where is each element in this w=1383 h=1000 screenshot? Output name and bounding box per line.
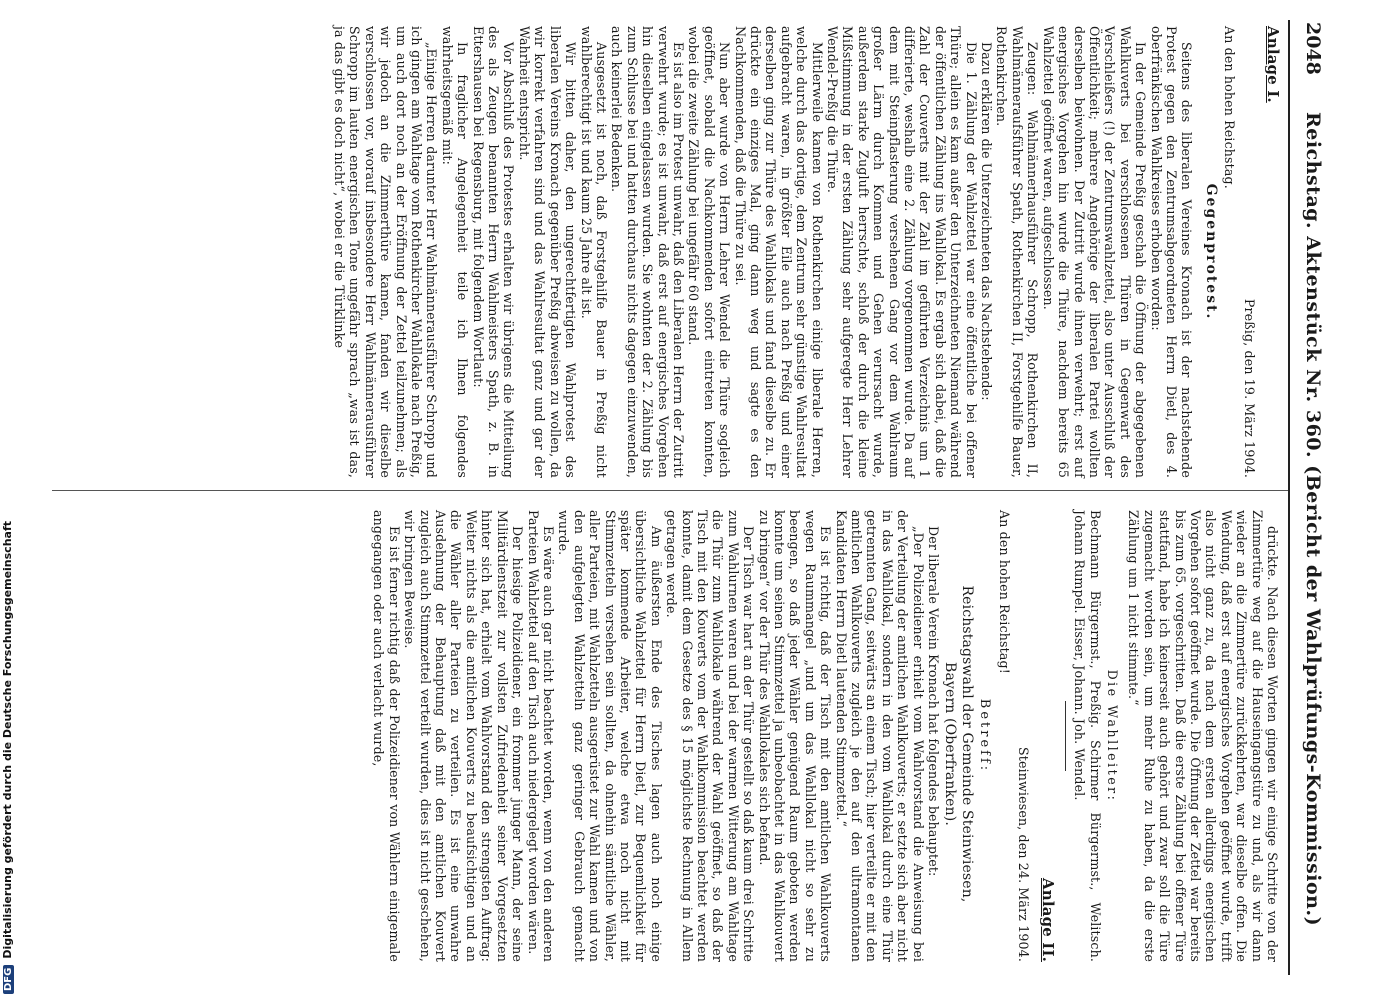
paragraph: Die 1. Zählung der Wahlzettel war eine öffentliche bei offener Thüre; allein es kam außer den Unterzeichneten Niemand während der öffentlichen Zählung ins Wahllokal. Es ergab sich dabei, daß die Zahl der Couverts mit der Zahl im geführten Verzeichnis um 1 differierte, weshalb eine 2. Zählung vorgenommen wurde. Da auf dem mit Steinpflasterung versehenen Gang vor dem Wahlraum großer Lärm durch Kommen und Gehen verursacht wurde, außerdem starke Zugluft herrschte, schloß der durch die kleine Mißstimmung in der ersten Zählung sehr aufgeregte Herr Lehrer Wendel-Preßig die Thüre. xyxy=(825,26,979,478)
gegenprotest-heading: Gegenprotest. xyxy=(1202,183,1219,321)
right-date: Steinwiesen, den 24. März 1904. xyxy=(1016,747,1032,962)
paragraph: drückte. Nach diesen Worten gingen wir einige Schritte von der Zimmertüre weg auf die Hauseingangstüre zu und, als wir dann wieder an die Zimmertüre zurückkehrten, war dieselbe offen. Die Wendung, daß erst auf energisches Vorgehen geöffnet wurde, trifft also nicht ganz zu, da nach dem ersten allerdings energischen Vorgehen sofort geöffnet wurde. Die Öffnung der Zettel war bereits bis zum 65. vorgeschritten. Daß die erste Zählung bei offener Türe stattfand, habe ich keinerseit auch gehört und zwar soll die Türe zugemacht worden sein, um mehr Ruhe zu haben, da die erste Zählung um 1 nicht stimmte.“ xyxy=(1126,510,1280,962)
paragraph: Ausgesetzt ist noch, daß Forstgehilfe Bauer in Preßig nicht wahlberechtigt ist und kaum 25 Jahre alt ist. xyxy=(578,26,609,478)
paragraph: Vor Abschluß des Protestes erhalten wir übrigens die Mitteilung des als Zeugen benannten Herrn Wahlmeisters Spath, z. B. in Ettershausen bei Regensburg, mit folgendem Wortlaut: xyxy=(470,26,517,478)
paragraph: Dazu erklären die Unterzeichneten das Nachstehende: xyxy=(979,42,995,401)
column-divider xyxy=(52,490,1288,491)
subject-line-2: Bayern (Oberfranken). xyxy=(942,662,959,826)
dfg-logo-icon: DFG xyxy=(3,965,14,994)
paragraph: Wir bitten daher, den ungerechtfertigten Wahlprotest des liberalen Vereins Kronach gegenüber Preßig abweisen zu wollen, da wir korrekt verfahren sind und das Wahlresultat ganz und gar der Wahrheit entspricht. xyxy=(516,26,579,478)
subject-line-1: Reichstagswahl der Gemeinde Steinwiesen, xyxy=(959,585,976,903)
left-column xyxy=(50,26,1280,478)
anlage-1-heading: Anlage I. xyxy=(1264,26,1282,103)
funding-note xyxy=(1,0,21,994)
paragraph: Der hiesige Polizeidiener, ein frommer junger Mann, der seine Militärdienstzeit zur vollsten Zufriedenheit seiner Vorgesetzten hinter sich hat, erhielt vom Wahlvorstand den strengsten Auftrag: Weiter nichts als die amtlichen Kouverts zu beaufsichtigen und an die Wähler aller Parteien zu verteilen. Es ist eine unwahre Ausdehnung der Behauptung daß mit den amtlichen Kouvert zugleich auch Stimmzettel verteilt wurden, dies ist nicht geschehen, wir bringen Beweise. xyxy=(402,510,526,962)
paragraph: Es ist richtig, daß der Tisch mit den amtlichen Wahlkouverts wegen Raummangel „und um das Wahllokal nicht so sehr zu beengen, so daß jeder Wähler genügend Raum geboten werden konnte um seinen Stimmzettel ja unbeobachtet in das Wahlkouvert zu bringen“ vor der Thür des Wahllokales sich befand. xyxy=(756,510,834,962)
wahlleiter-heading: Die Wahlleiter: xyxy=(1104,669,1120,803)
section-divider xyxy=(1065,701,1066,771)
betreff-label: Betreff: xyxy=(977,698,993,774)
left-date: Preßig, den 19. März 1904. xyxy=(1241,298,1257,478)
document-page xyxy=(2,0,1332,1000)
paragraph: Es ist ferner richtig daß der Polizeidiener von Wählern einigemale angegangen oder auch verlacht wurde, xyxy=(371,510,402,962)
left-salutation: An den hohen Reichstag. xyxy=(1222,26,1238,189)
header-rule xyxy=(1288,20,1290,975)
funding-text: Digitalisierung gefördert durch die Deutsche Forschungsgemeinschaft xyxy=(1,520,14,959)
paragraph: Nun aber wurde von Herrn Lehrer Wendel die Thüre sogleich geöffnet, sobald die Nachkommenden sofort eintreten konnten, wobei die zweite Zählung bei ungefähr 60 stand. xyxy=(686,26,733,478)
paragraph: Es ist also im Protest unwahr, daß den Liberalen Herrn der Zutritt verwehrt wurde; es ist unwahr, daß erst auf energisches Vorgehen hin dieselben eingelassen wurden. Sie wohnten der 2. Zählung bis zum Schlusse bei und hatten durchaus nichts dagegen einzuwenden, auch keinerlei Bedenken. xyxy=(609,26,686,478)
paragraph: Es wäre auch gar nicht beachtet worden, wenn von den anderen Parteien Wahlzettel auf den Tisch auch niedergelegt worden wären. xyxy=(525,510,556,962)
paragraph: In fraglicher Angelegenheit teile ich Ihnen folgendes wahrheitsgemäß mit: xyxy=(439,26,471,478)
paragraph: Zeugen: Wahlmännerhausführer Schropp, Rothenkirchen II, Wahlmänneraufsführer Spath, Rothenkirchen II, Forstgehilfe Bauer, Rothenkirchen. xyxy=(994,26,1041,478)
right-column xyxy=(50,510,1280,962)
header-title: Reichstag. Aktenstück Nr. 360. (Bericht der Wahlprüfungs-Kommission.) xyxy=(1302,112,1324,927)
paragraph: Seitens des liberalen Vereines Kronach ist der nachstehende Protest gegen den Zentrumsabgeordneten Herrn Dietl, des 4. oberfränkischen Wahlkreises erhoben worden: xyxy=(1148,26,1195,478)
paragraph: Am äußersten Ende des Tisches lagen auch noch einige übersichtliche Wahlzettel für Herrn Dietl, zur Bequemlichkeit für später kommende Arbeiter, welche etwa noch nicht mit Stimmzetteln versehen sein sollten, da ohnehin sämtliche Wähler, aller Parteien, mit Wahlzetteln ausgerüstet zur Wahl kamen und von den aufgelegten Wahlzetteln ganz geringer Gebrauch gemacht wurde. xyxy=(556,510,664,962)
paragraph: „Der Polizeidiener erhielt vom Wahlvorstand die Anweisung bei der Verteilung der amtlichen Wahlkouverts; er setzte sich aber nicht in das Wahllokal, sondern in den vom Wahllokal durch eine Thür getrennten Gang, seitwärts an einem Tisch; hier verteilte er mit den amtlichen Wahlkouverts zugleich je den auf den ultramontanen Kandidaten Herrn Dietl lautenden Stimmzettel.“ xyxy=(833,510,926,962)
right-salutation: An den hohen Reichstag! xyxy=(996,510,1012,674)
anlage-2-heading: Anlage II. xyxy=(1038,878,1057,962)
paragraph: Mittlerweile kamen von Rothenkirchen einige liberale Herren, welche durch das dortige, dem Zentrum sehr günstige Wahlresultat aufgebracht waren, in größter Eile auch nach Preßig und einer derselben ging zur Thüre des Wahllokals und fand dieselbe zu. Er drückte ein einziges Mal, ging dann weg und sagte es den Nachkommenden, daß die Thüre zu sei. xyxy=(732,26,825,478)
wahlleiter-names: Bechmann Bürgermst., Preßig. Schirmer Bürgermst., Welitsch. Johann Rumpel. Eisser, Johann. Joh. Wendel. xyxy=(1072,510,1103,962)
paragraph: Der Tisch war hart an der Thür gestellt so daß kaum drei Schritte zum Wahlurnen waren und bei der warmen Witterung am Wahltage die Thür zum Wahllokale während der Wahl geöffnet, so daß der Tisch mit den Kouverts vom der Wahlkommission beachtet werden konnte, damit dem Gesetze des § 15 möglichste Rechnung in Allem getragen werde. xyxy=(664,510,757,962)
page-number: 2048 xyxy=(1302,22,1324,75)
paragraph: „Einige Herren darunter Herr Wahlmännerausführer Schropp und ich gingen am Wahltage vom Rothenkircher Wahllokale nach Preßig, um auch dort noch an der Eröffnung der Zettel teilzunehmen; als wir jedoch an die Zimmerthüre kamen, fanden wir dieselbe verschlossen vor, worauf insbesondere Herr Wahlmännerausführer Schropp im lauten energischen Tone ungefähr sprach „was ist das, ja das gibt es doch nicht“, wobei er die Türklinke xyxy=(332,26,440,478)
page-header xyxy=(1294,22,1324,972)
paragraph: Der liberale Verein Kronach hat folgendes behauptet: xyxy=(926,526,942,877)
paragraph: In der Gemeinde Preßig geschah die Öffnung der abgegebenen Wahlkuverts bei verschlossenen Thüren in Gegenwart des Verschleißers (!) der Zentrumswahlzettel, also unter Ausschluß der Öffentlichkeit; mehrere Angehörige der liberalen Partei wollten derselben beiwohnen. Der Zutritt wurde ihnen verwehrt; erst auf energisches Vorgehen hin wurde die Thüre, nachdem bereits 65 Wahlzettel geöffnet waren, aufgeschlossen. xyxy=(1040,26,1149,478)
